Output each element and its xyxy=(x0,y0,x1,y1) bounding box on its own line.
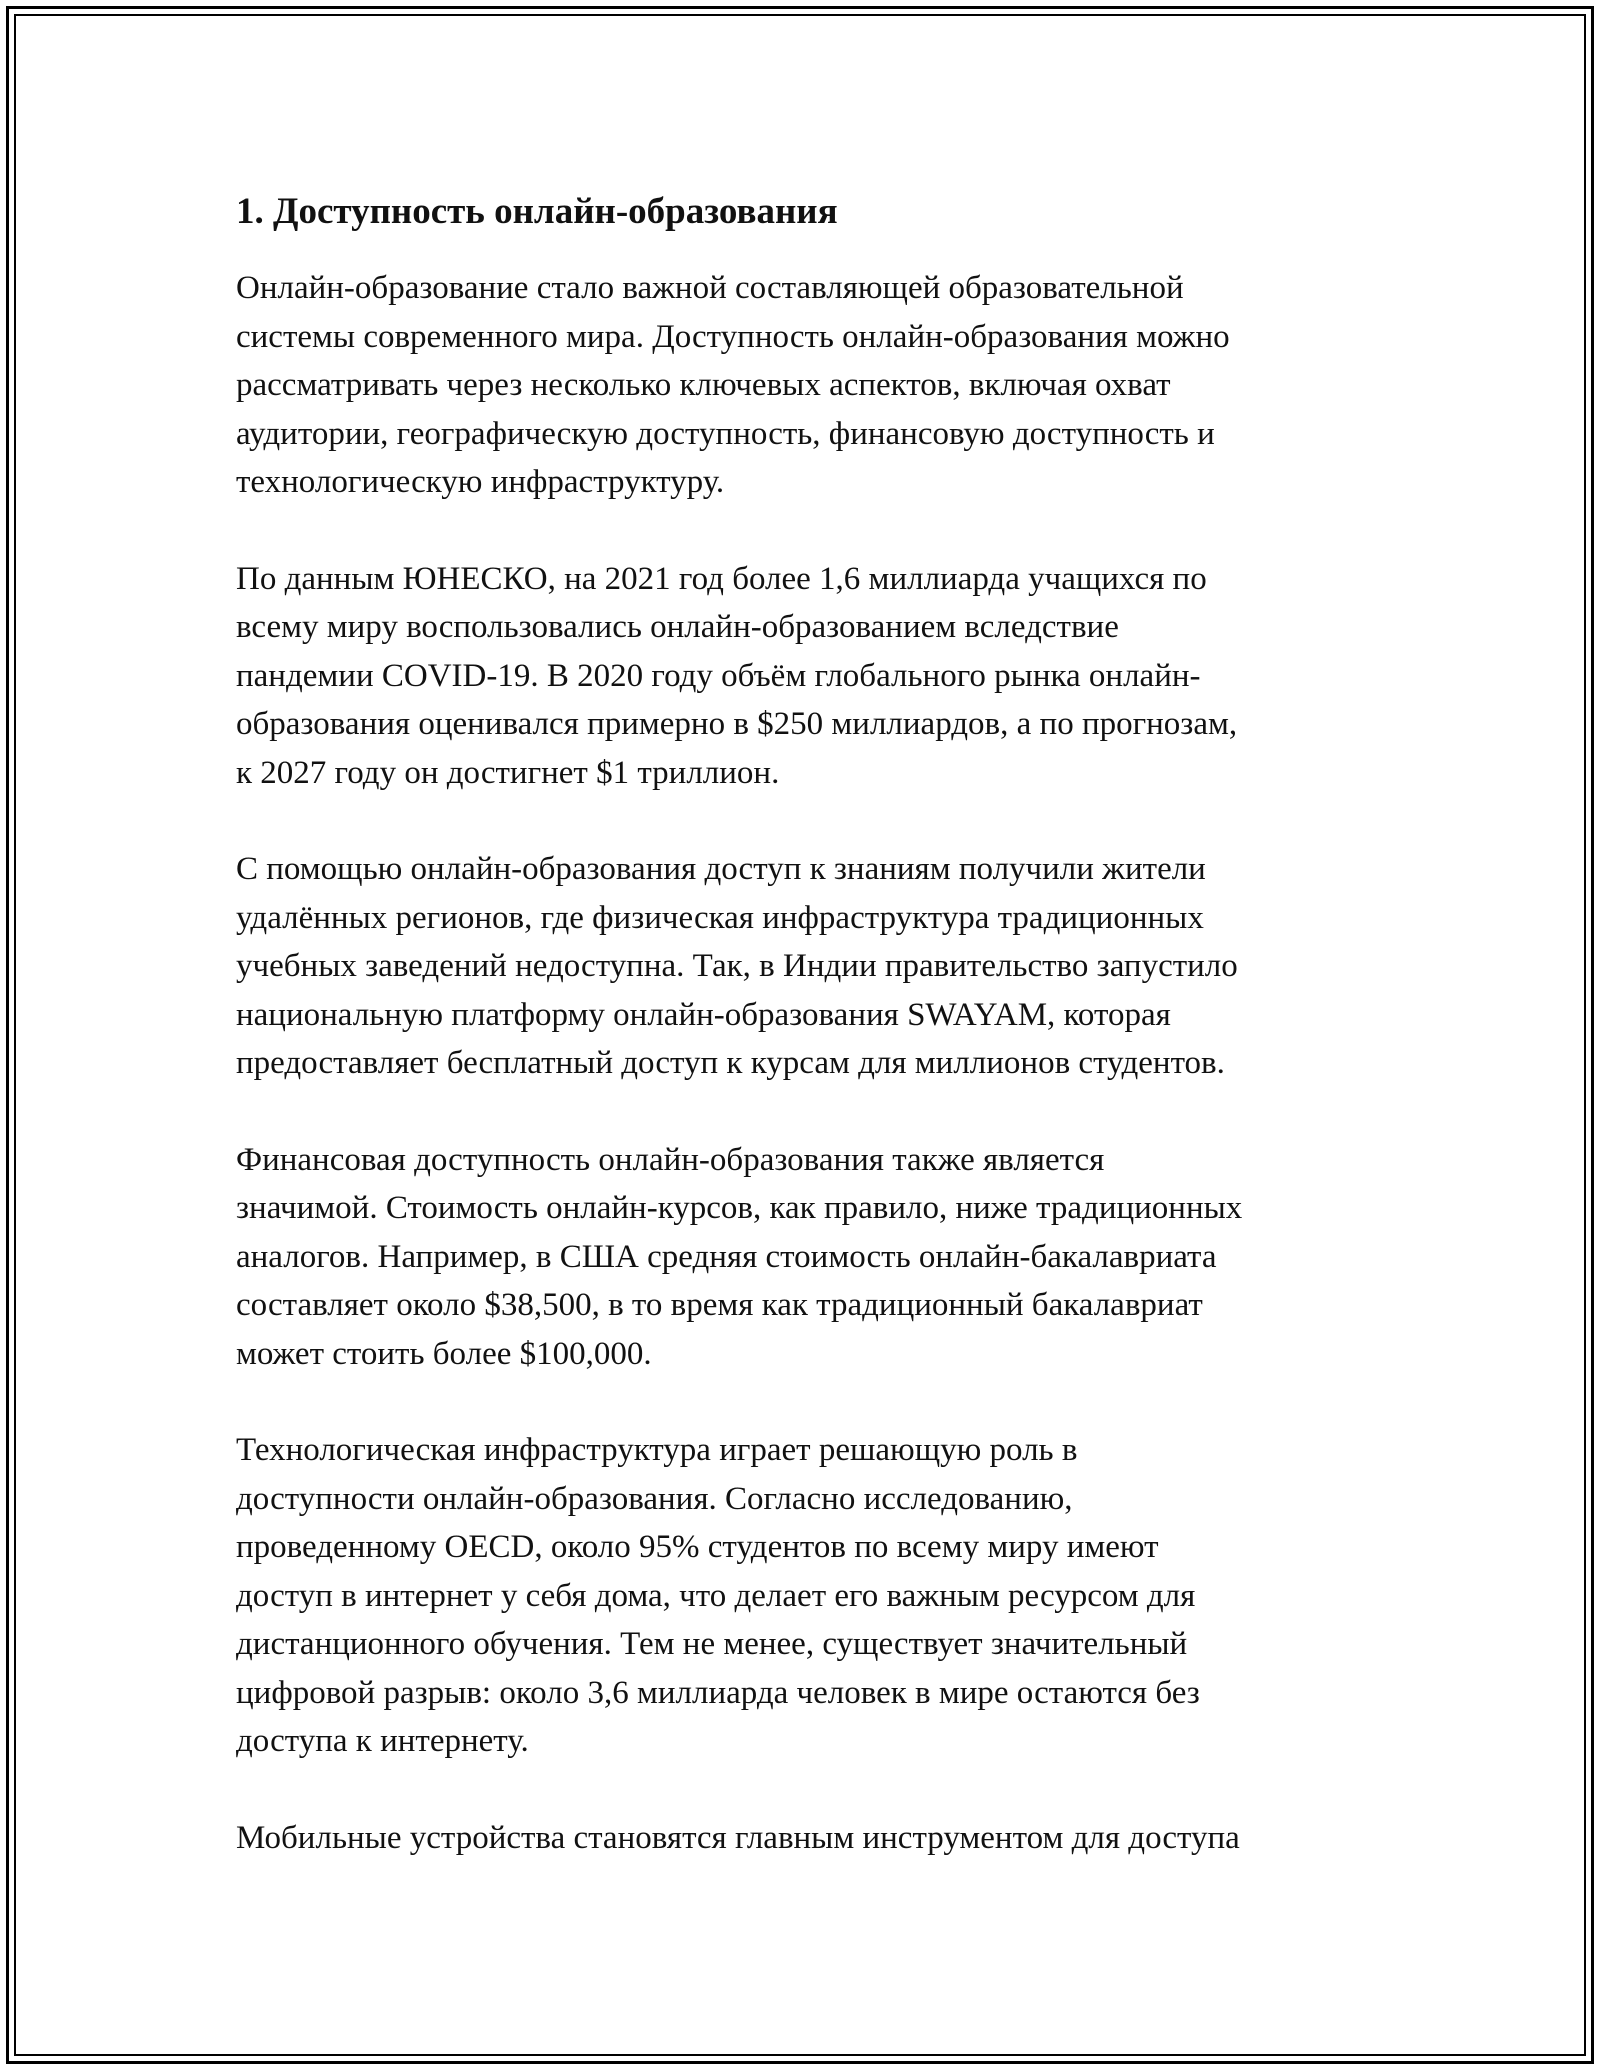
section-heading: 1. Доступность онлайн-образования xyxy=(236,191,838,232)
document-body xyxy=(236,186,1366,1910)
paragraph-technology: Технологическая инфраструктура играет решающую роль в доступности онлайн-образования. Согласно исследованию, проведенному OECD, около 95% студентов по всему миру имеют доступ в интернет у себя дома, что делает его важным ресурсом для дистанционного обучения. Тем не менее, существует значительный цифровой разрыв: около 3,6 миллиарда человек в мире остаются без доступа к интернету. xyxy=(236,1432,1200,1759)
paragraph-mobile: Мобильные устройства становятся главным инструментом для доступа xyxy=(236,1819,1240,1856)
paragraph-unesco: По данным ЮНЕСКО, на 2021 год более 1,6 миллиарда учащихся по всему миру воспользовались онлайн-образованием вследствие пандемии COVID-19. В 2020 году объём глобального рынка онлайн- образования оценивался примерно в $250 миллиардов, а по прогнозам, к 2027 году он достигнет $1 триллион. xyxy=(236,560,1238,791)
paragraph-financial: Финансовая доступность онлайн-образования также является значимой. Стоимость онлайн-курсов, как правило, ниже традиционных аналогов. Например, в США средняя стоимость онлайн-бакалавриата составляет около $38,500, в то время как традиционный бакалавриат может стоить более $100,000. xyxy=(236,1141,1243,1372)
paragraph-remote-regions: С помощью онлайн-образования доступ к знаниям получили жители удалённых регионов, где физическая инфраструктура традиционных учебных заведений недоступна. Так, в Индии правительство запустило национальную платформу онлайн-образования SWAYAM, которая предоставляет бесплатный доступ к курсам для миллионов студентов. xyxy=(236,851,1238,1081)
paragraph-intro: Онлайн-образование стало важной составляющей образовательной системы современного мира. Доступность онлайн-образования можно рассматривать через несколько ключевых аспектов, включая охват аудитории, географическую доступность, финансовую доступность и технологическую инфраструктуру. xyxy=(236,270,1230,500)
